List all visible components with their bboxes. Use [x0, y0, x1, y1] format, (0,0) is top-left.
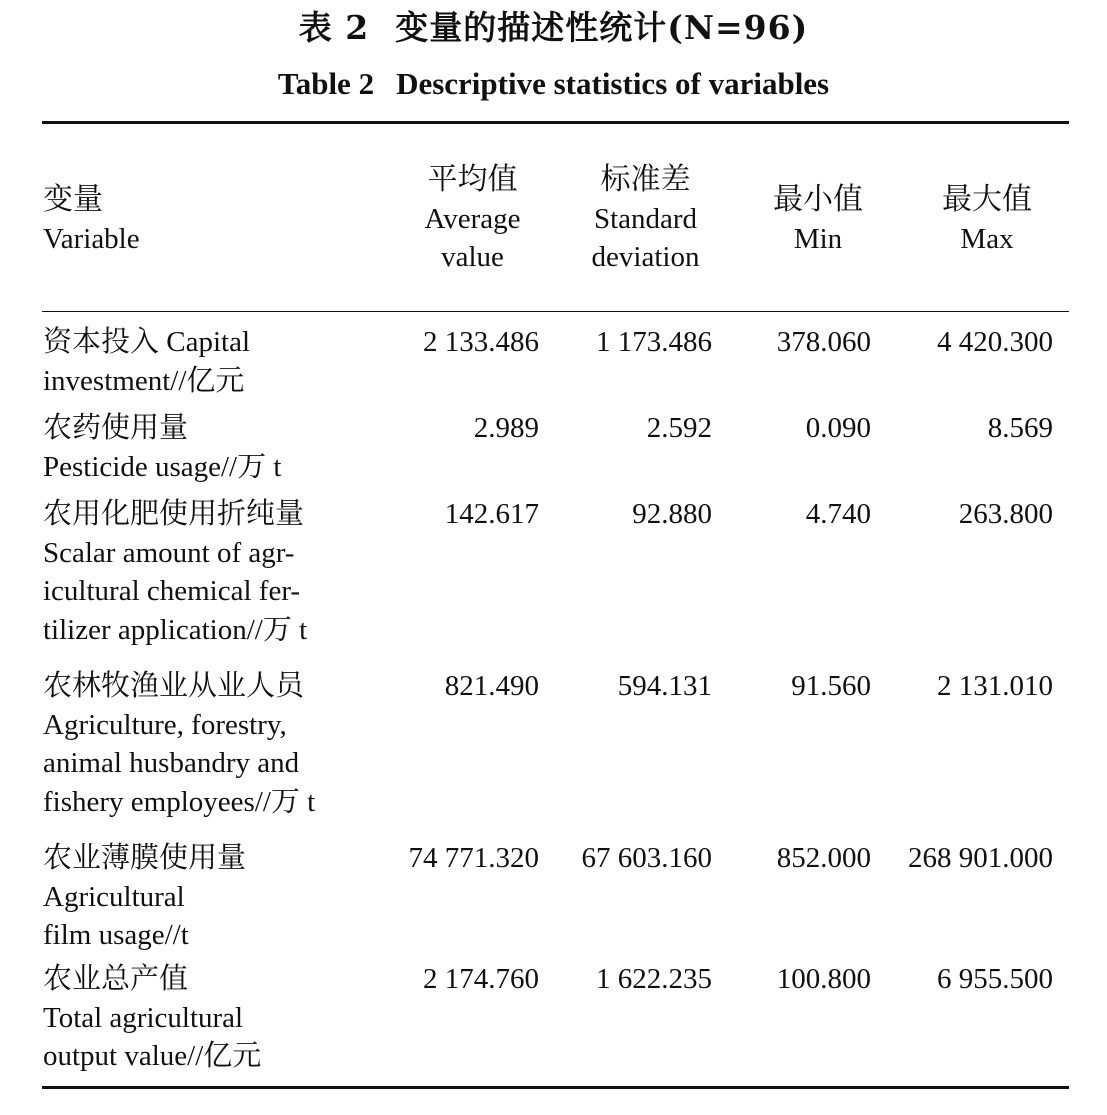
header-average [400, 161, 545, 277]
header-variable [43, 181, 140, 258]
max-value-cell: 8.569 [987, 412, 1053, 444]
variable-line: tilizer application//万 t [43, 613, 308, 646]
caption-number-cn: 表 2 [298, 8, 370, 47]
max-value-cell: 2 131.010 [937, 670, 1053, 702]
header-max-cn: 最大值 [942, 182, 1032, 217]
variable-line: Total agricultural [43, 1001, 244, 1034]
table-row-variable [43, 495, 363, 649]
variable-line: 农用化肥使用折纯量 [43, 498, 305, 530]
header-rule [42, 311, 1069, 312]
table-row-variable [43, 409, 363, 486]
header-average-cn: 平均值 [427, 162, 518, 197]
variable-line: 农药使用量 [43, 412, 189, 444]
average-value-cell: 2 174.760 [423, 963, 539, 995]
sd-value-cell: 2.592 [646, 412, 712, 444]
sd-value-cell: 92.880 [632, 498, 712, 530]
header-variable-en: Variable [43, 222, 140, 255]
table-row-variable [43, 667, 363, 821]
min-value-cell: 378.060 [776, 326, 871, 358]
sd-value-cell: 67 603.160 [581, 842, 712, 874]
average-value-cell: 2 133.486 [423, 326, 539, 358]
variable-line: Pesticide usage//万 t [43, 450, 282, 483]
sd-value-cell: 594.131 [617, 670, 712, 702]
max-value-cell: 268 901.000 [908, 842, 1053, 874]
min-value-cell: 0.090 [805, 412, 871, 444]
header-min [748, 181, 888, 258]
min-value-cell: 4.740 [805, 498, 871, 530]
table-row-variable [43, 960, 363, 1076]
average-value-cell: 74 771.320 [408, 842, 539, 874]
caption-text-en: Descriptive statistics of variables [396, 66, 830, 101]
caption-text-cn: 变量的描述性统计(N=96) [395, 8, 809, 47]
sd-value-cell: 1 173.486 [596, 326, 712, 358]
header-max-en: Max [960, 222, 1014, 255]
max-value-cell: 263.800 [958, 498, 1053, 530]
variable-line: 资本投入 Capital [43, 326, 251, 358]
variable-line: Scalar amount of agr- [43, 536, 295, 569]
variable-line: 农业总产值 [43, 963, 189, 995]
variable-line: investment//亿元 [43, 364, 245, 397]
max-value-cell: 4 420.300 [937, 326, 1053, 358]
variable-line: 农林牧渔业从业人员 [43, 670, 305, 702]
min-value-cell: 100.800 [776, 963, 871, 995]
table-row-variable [43, 839, 363, 955]
average-value-cell: 142.617 [444, 498, 539, 530]
variable-line: 农业薄膜使用量 [43, 842, 247, 874]
max-value-cell: 6 955.500 [937, 963, 1053, 995]
top-rule [42, 121, 1069, 124]
header-min-en: Min [793, 222, 843, 255]
variable-line: icultural chemical fer- [43, 575, 301, 607]
header-min-cn: 最小值 [773, 182, 863, 217]
table-row-variable [43, 323, 363, 400]
header-max [912, 181, 1062, 258]
average-value-cell: 821.490 [444, 670, 539, 702]
table-caption-chinese [0, 6, 1107, 50]
average-value-cell: 2.989 [473, 412, 539, 444]
variable-line: Agricultural [43, 880, 185, 913]
bottom-rule [42, 1086, 1069, 1089]
header-variable-cn: 变量 [43, 182, 103, 217]
sd-value-cell: 1 622.235 [596, 963, 712, 995]
min-value-cell: 91.560 [791, 670, 871, 702]
variable-line: animal husbandry and [43, 747, 300, 779]
variable-line: Agriculture, forestry, [43, 708, 287, 741]
header-sd-en-1: Standard [593, 202, 698, 235]
table-caption-english [0, 64, 1107, 104]
header-sd-cn: 标准差 [600, 162, 691, 197]
caption-number-en: Table 2 [277, 66, 375, 101]
min-value-cell: 852.000 [776, 842, 871, 874]
header-sd [568, 161, 723, 277]
header-average-en-2: value [441, 241, 504, 273]
header-average-en-1: Average [424, 202, 521, 235]
variable-line: film usage//t [43, 919, 189, 951]
variable-line: fishery employees//万 t [43, 785, 316, 818]
variable-line: output value//亿元 [43, 1040, 262, 1072]
header-sd-en-2: deviation [591, 241, 700, 273]
